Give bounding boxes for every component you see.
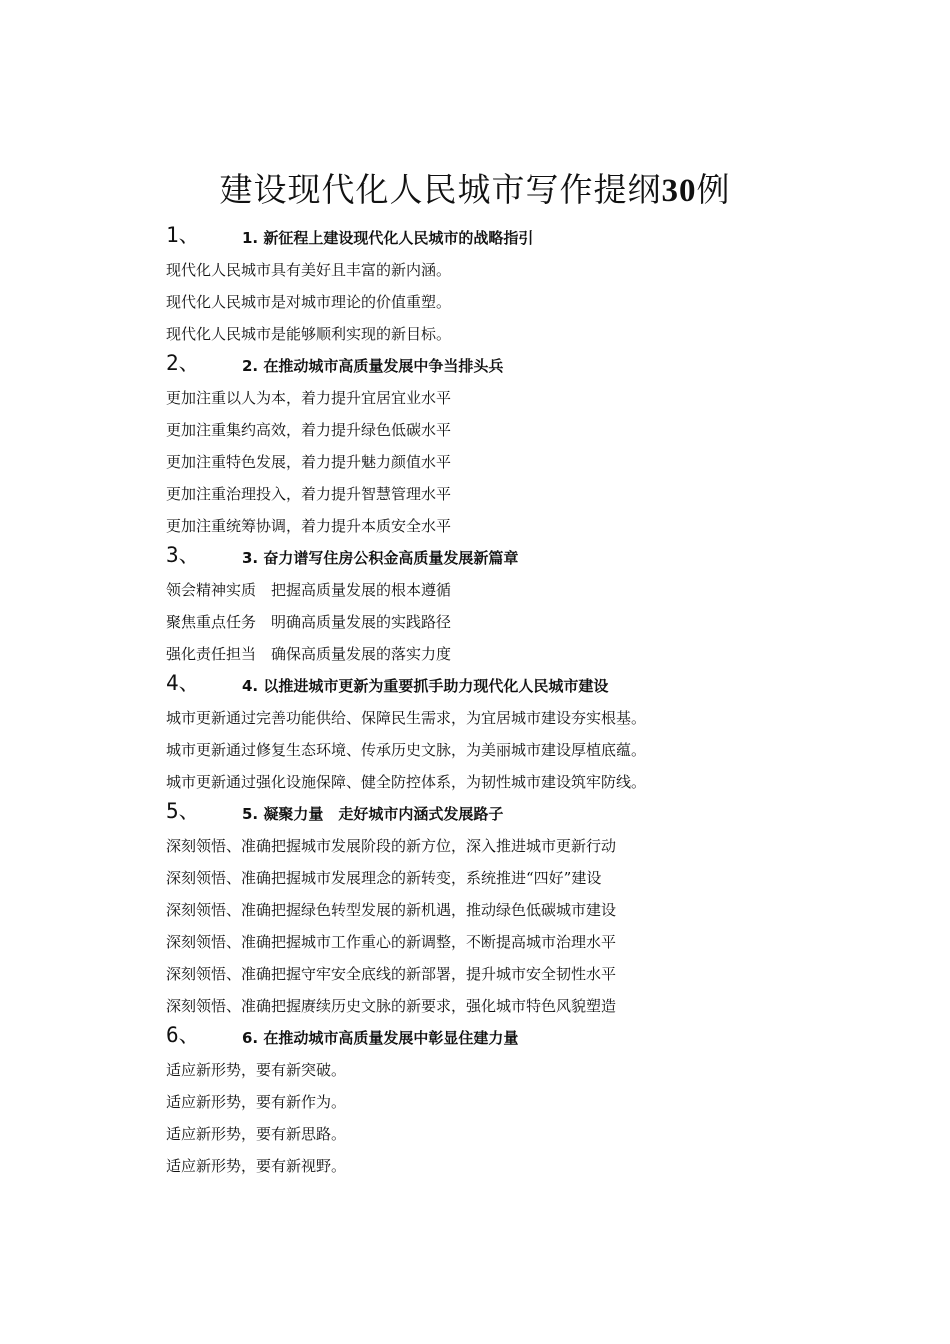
section-index: 1、	[166, 223, 200, 247]
section-line: 聚焦重点任务 明确高质量发展的实践路径	[166, 613, 452, 631]
document-title	[0, 168, 950, 213]
section-line: 适应新形势，要有新作为。	[166, 1093, 347, 1111]
section-title: 2. 在推动城市高质量发展中争当排头兵	[242, 357, 504, 375]
document-body	[166, 222, 886, 1182]
section-heading	[166, 670, 886, 702]
section-heading	[166, 542, 886, 574]
section-line: 深刻领悟、准确把握绿色转型发展的新机遇，推动绿色低碳城市建设	[166, 901, 617, 919]
title-suffix: 例	[696, 170, 731, 209]
section-line: 更加注重集约高效，着力提升绿色低碳水平	[166, 421, 452, 439]
section-line: 更加注重以人为本，着力提升宜居宜业水平	[166, 389, 452, 407]
section-index: 3、	[166, 543, 200, 567]
section-title: 6. 在推动城市高质量发展中彰显住建力量	[242, 1029, 519, 1047]
section-heading	[166, 1022, 886, 1054]
section-line: 深刻领悟、准确把握城市发展理念的新转变，系统推进“四好”建设	[166, 869, 602, 887]
section-index: 2、	[166, 351, 200, 375]
section-index: 6、	[166, 1023, 200, 1047]
section-line: 城市更新通过完善功能供给、保障民生需求，为宜居城市建设夯实根基。	[166, 709, 647, 727]
section-line: 深刻领悟、准确把握城市发展阶段的新方位，深入推进城市更新行动	[166, 837, 617, 855]
section-heading	[166, 222, 886, 254]
section-line: 适应新形势，要有新视野。	[166, 1157, 347, 1175]
section-index: 4、	[166, 671, 200, 695]
section-title: 4. 以推进城市更新为重要抓手助力现代化人民城市建设	[242, 677, 609, 695]
section-line: 适应新形势，要有新思路。	[166, 1125, 347, 1143]
section-line: 城市更新通过强化设施保障、健全防控体系，为韧性城市建设筑牢防线。	[166, 773, 647, 791]
section-line: 深刻领悟、准确把握守牢安全底线的新部署，提升城市安全韧性水平	[166, 965, 617, 983]
section-line: 更加注重特色发展，着力提升魅力颜值水平	[166, 453, 452, 471]
section-line: 现代化人民城市是对城市理论的价值重塑。	[166, 293, 452, 311]
section-title: 5. 凝聚力量 走好城市内涵式发展路子	[242, 805, 504, 823]
section-line: 领会精神实质 把握高质量发展的根本遵循	[166, 581, 452, 599]
section-index: 5、	[166, 799, 200, 823]
title-text: 建设现代化人民城市写作提纲	[219, 170, 662, 209]
section-heading	[166, 798, 886, 830]
section-line: 深刻领悟、准确把握赓续历史文脉的新要求，强化城市特色风貌塑造	[166, 997, 617, 1015]
title-number: 30	[661, 173, 697, 209]
section-line: 强化责任担当 确保高质量发展的落实力度	[166, 645, 452, 663]
section-line: 更加注重治理投入，着力提升智慧管理水平	[166, 485, 452, 503]
section-line: 现代化人民城市是能够顺利实现的新目标。	[166, 325, 452, 343]
section-line: 更加注重统筹协调，着力提升本质安全水平	[166, 517, 452, 535]
section-title: 3. 奋力谱写住房公积金高质量发展新篇章	[242, 549, 519, 567]
section-line: 现代化人民城市具有美好且丰富的新内涵。	[166, 261, 452, 279]
section-title: 1. 新征程上建设现代化人民城市的战略指引	[242, 229, 534, 247]
section-line: 适应新形势，要有新突破。	[166, 1061, 347, 1079]
section-line: 深刻领悟、准确把握城市工作重心的新调整，不断提高城市治理水平	[166, 933, 617, 951]
section-heading	[166, 350, 886, 382]
section-line: 城市更新通过修复生态环境、传承历史文脉，为美丽城市建设厚植底蕴。	[166, 741, 647, 759]
